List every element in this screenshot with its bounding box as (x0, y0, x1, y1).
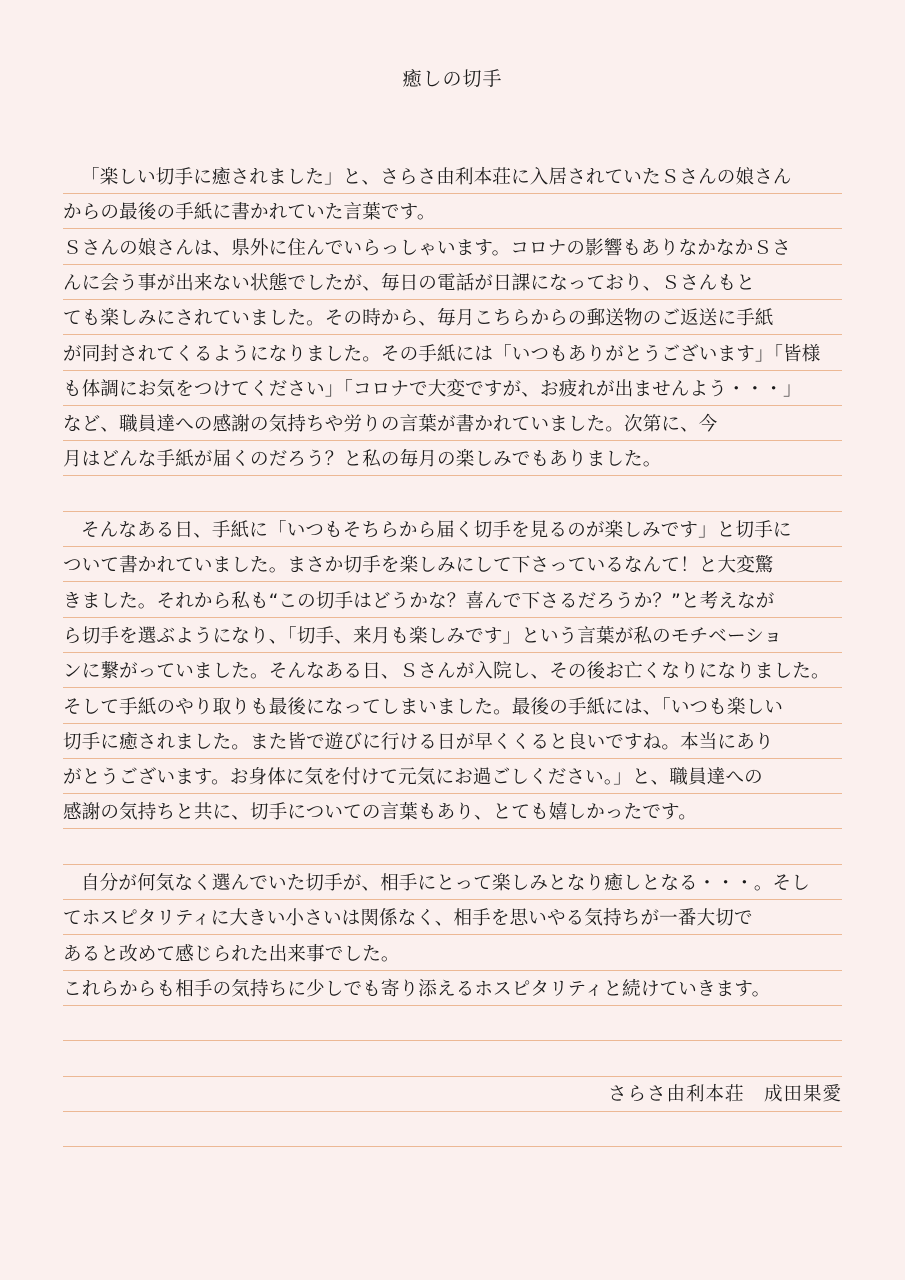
body-text-line: がとうございます。お身体に気を付けて元気にお過ごしください。」と、職員達への (63, 767, 763, 789)
body-text-line: てホスピタリティに大きい小さいは関係なく、相手を思いやる気持ちが一番大切で (63, 908, 753, 930)
ruled-line (63, 970, 842, 971)
body-text-line: ても楽しみにされていました。その時から、毎月こちらからの郵送物のご返送に手紙 (63, 308, 774, 330)
ruled-line (63, 687, 842, 688)
body-text-line: そんなある日、手紙に「いつもそちらから届く切手を見るのが楽しみです」と切手に (81, 520, 792, 541)
body-text-line: Ｓさんの娘さんは、県外に住んでいらっしゃいます。コロナの影響もありなかなかＳさ (63, 237, 791, 259)
ruled-line (63, 899, 842, 900)
ruled-line (63, 581, 842, 582)
ruled-line (63, 652, 842, 653)
ruled-line (63, 1005, 842, 1006)
body-text-line: これらからも相手の気持ちに少しでも寄り添えるホスピタリティと続けていきます。 (63, 978, 771, 1000)
ruled-line (63, 334, 842, 335)
body-text-line: きました。それから私も“この切手はどうかな？喜んで下さるだろうか？”と考えなが (63, 590, 775, 612)
body-text-line: 切手に癒されました。また皆で遊びに行ける日が早くくると良いですね。本当にあり (63, 731, 774, 753)
body-text-line: ら切手を選ぶようになり、「切手、来月も楽しみです」という言葉が私のモチベーショ (63, 625, 783, 647)
ruled-line (63, 934, 842, 935)
ruled-line (63, 228, 842, 229)
body-text-line: んに会う事が出来ない状態でしたが、毎日の電話が日課になっており、Ｓさんもと (63, 272, 755, 294)
body-text-line: 自分が何気なく選んでいた切手が、相手にとって楽しみとなり癒しとなる・・・。そし (81, 873, 810, 894)
body-text-line: も体調にお気をつけてください」「コロナで大変ですが、お疲れが出ませんよう・・・」 (63, 378, 802, 400)
ruled-line (63, 1111, 842, 1112)
ruled-line (63, 864, 842, 865)
page-title: 癒しの切手 (402, 68, 503, 90)
ruled-line (63, 299, 842, 300)
ruled-line (63, 511, 842, 512)
body-text-line: など、職員達への感謝の気持ちや労りの言葉が書かれていました。次第に、今 (63, 414, 718, 436)
body-text-line: 「楽しい切手に癒されました」と、さらさ由利本荘に入居されていたＳさんの娘さん (81, 167, 792, 188)
ruled-line (63, 758, 842, 759)
body-text-line: からの最後の手紙に書かれていた言葉です。 (63, 202, 436, 224)
ruled-line (63, 193, 842, 194)
ruled-line (63, 793, 842, 794)
body-text-line: が同封されてくるようになりました。その手紙には「いつもありがとうございます」「皆様 (63, 343, 821, 365)
ruled-line (63, 546, 842, 547)
signature: さらさ由利本荘 成田果愛 (607, 1084, 842, 1105)
ruled-line (63, 440, 842, 441)
ruled-line (63, 617, 842, 618)
ruled-line (63, 1040, 842, 1041)
ruled-line (63, 405, 842, 406)
body-text-line: ンに繋がっていました。そんなある日、Ｓさんが入院し、その後お亡くなりになりました。 (63, 661, 830, 683)
ruled-line (63, 723, 842, 724)
ruled-line (63, 370, 842, 371)
ruled-line (63, 1076, 842, 1077)
ruled-line (63, 1146, 842, 1147)
body-text-line: そして手紙のやり取りも最後になってしまいました。最後の手紙には、「いつも楽しい (63, 696, 784, 718)
body-text-line: あると改めて感じられた出来事でした。 (63, 943, 400, 965)
ruled-line (63, 828, 842, 829)
body-text-line: 月はどんな手紙が届くのだろう？と私の毎月の楽しみでもありました。 (63, 449, 662, 471)
ruled-line (63, 264, 842, 265)
body-text-line: 感謝の気持ちと共に、切手についての言葉もあり、とても嬉しかったです。 (63, 802, 697, 824)
body-text-line: ついて書かれていました。まさか切手を楽しみにして下さっているなんて！と大変驚 (63, 555, 774, 577)
ruled-line (63, 475, 842, 476)
